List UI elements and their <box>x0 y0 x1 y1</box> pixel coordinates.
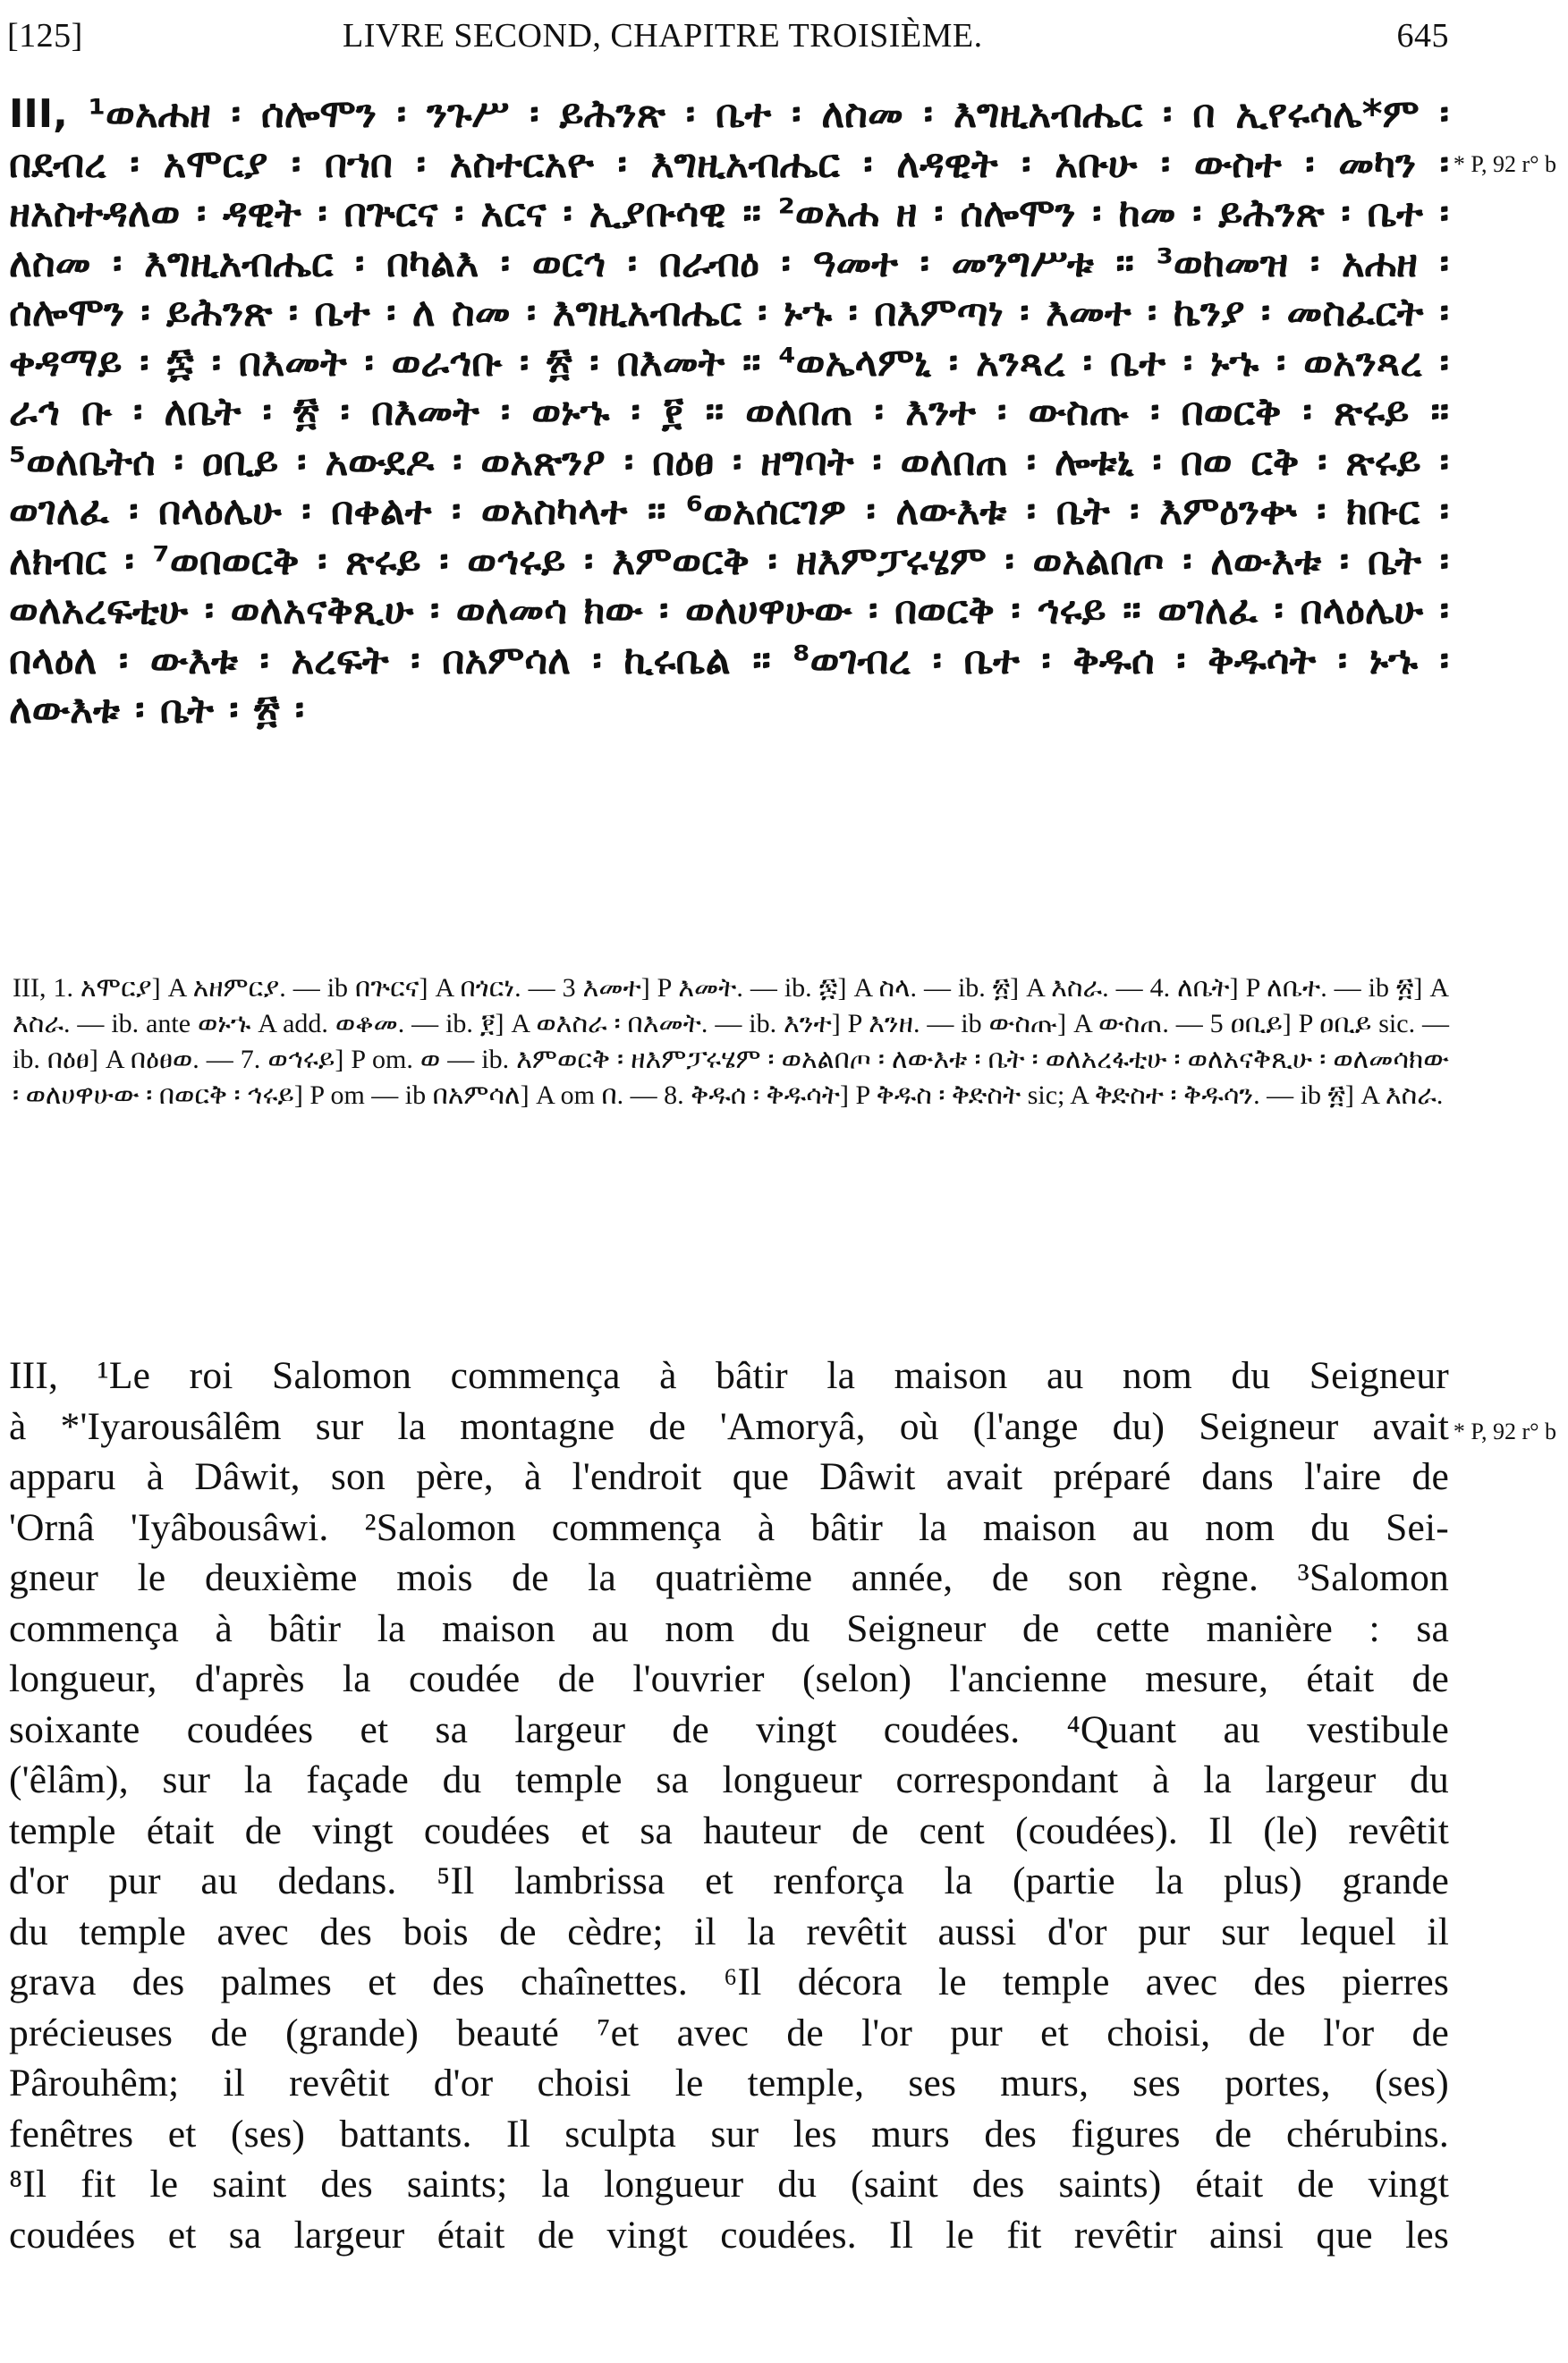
translation-line: ⁸Il fit le saint des saints; la longueur du (saint des saints) était de vingt <box>9 2163 1449 2206</box>
running-header <box>7 16 1449 61</box>
translation-line: soixante coudées et sa largeur de vingt coudées. ⁴Quant au vestibule <box>9 1707 1449 1751</box>
ethiopic-text-block: III, ¹ወአሐዘ ፡ ሰሎሞን ፡ ንጉሥ ፡ ይሕንጽ ፡ ቤተ ፡ ለስመ ፡ እግዚአብሔር ፡ በ ኢየሩሳሌ*ም ፡ በደብረ ፡ አሞርያ ፡ በኀበ ፡ አስተርአዮ ፡ እግዚአብሔር ፡ ለዳዊት ፡ አቡሁ ፡ ውስተ ፡ መካን ፡ ዘአስተዳለወ ፡ ዳዊት ፡ በጕርና ፡ አርና ፡ ኢያቡሳዊ ። ²ወአሐ ዘ ፡ ሰሎሞን ፡ ከመ ፡ ይሕንጽ ፡ ቤተ ፡ ለስመ ፡ እግዚአብሔር ፡ በካልእ ፡ ወርኅ ፡ በራብዕ ፡ ዓመተ ፡ መንግሥቱ ። ³ወከመዝ ፡ አሐዘ ፡ ሰሎሞን ፡ ይሕንጽ ፡ ቤተ ፡ ለ ስመ ፡ እግዚአብሔር ፡ ኑኁ ፡ በእምጣነ ፡ እመተ ፡ ኬንያ ፡ መስፈርት ፡ ቀዳማይ ፡ ፷ ፡ በእመት ፡ ወራኅቡ ፡ ፳ ፡ በእመት ። ⁴ወኤላምኒ ፡ አንጻረ ፡ ቤተ ፡ ኑኁ ፡ ወአንጻረ ፡ ራኅ ቡ ፡ ለቤት ፡ ፳ ፡ በእመት ፡ ወኑኁ ፡ ፻ ። ወለበጠ ፡ እንተ ፡ ውስጡ ፡ በወርቅ ፡ ጽሩይ ። ⁵ወለቤትሰ ፡ ዐቢይ ፡ አውደዶ ፡ ወአጽንዖ ፡ በዕፀ ፡ ዘግባት ፡ ወለበጠ ፡ ሎቱኒ ፡ በወ ርቅ ፡ ጽሩይ ፡ ወገለፈ ፡ በላዕሌሁ ፡ በቀልተ ፡ ወአስካላተ ። ⁶ወአሰርገዎ ፡ ለውእቱ ፡ ቤት ፡ እምዕንቍ ፡ ክቡር ፡ ለክብር ፡ ⁷ወበወርቅ ፡ ጽሩይ ፡ ወኅሩይ ፡ እምወርቅ ፡ ዘእምፓሩሄም ፡ ወአልበጦ ፡ ለውእቱ ፡ ቤት ፡ ወለአረፍቲሁ ፡ ወለአናቅጺሁ ፡ ወለመሳ ክው ፡ ወለሀዋሁው ፡ በወርቅ ፡ ኅሩይ ። ወገለፈ ፡ በላዕሌሁ ፡ በላዕለ ፡ ውእቱ ፡ አረፍት ፡ በአምሳለ ፡ ኪሩቤል ። ⁸ወገብረ ፡ ቤተ ፡ ቅዱሰ ፡ ቅዱሳት ፡ ኑኁ ፡ ለውእቱ ፡ ቤት ፡ ፳ ፡ <box>9 91 1449 733</box>
critical-apparatus: III, 1. አሞርያ] A አዘምርያ. — ib በጕርና] A በጎርነ. — 3 እመተ] P እመት. — ib. ፷] A ስላ. — ib. ፳] A እስራ. — 4. ለቤት] P ለቤተ. — ib ፳] A እስራ. — ib. ante ወኑኁ A add. ወቆመ. — ib. ፻] A ወእስራ ፡ በእመት. — ib. እንተ] P እንዘ. — ib ውስጡ] A ውስጠ. — 5 ዐቢይ] P ዐቢይ sic. — ib. በዕፀ] A በዕፀወ. — 7. ወኅሩይ] P om. ወ — ib. እምወርቅ ፡ ዘእምፓሩሄም ፡ ወአልበጦ ፡ ለውእቱ ፡ ቤት ፡ ወለአረፋቲሁ ፡ ወለአናቅጺሁ ፡ ወለመሳክው ፡ ወለሀዋሁው ፡ በወርቅ ፡ ኅሩይ] P om — ib በአምሳለ] A om በ. — 8. ቅዱሰ ፡ ቅዱሳት] P ቅዱስ ፡ ቅድስት sic; A ቅድስተ ፡ ቅዱሳን. — ib ፳] A እስራ. <box>13 973 1449 1110</box>
translation-line: Pârouhêm; il revêtit d'or choisi le temple, ses murs, ses portes, (ses) <box>9 2062 1449 2105</box>
translation-line: précieuses de (grande) beauté ⁷et avec de l'or pur et choisi, de l'or de <box>9 2011 1449 2054</box>
translation-line: temple était de vingt coudées et sa hauteur de cent (coudées). Il (le) revêtit <box>9 1808 1449 1852</box>
french-translation-block <box>9 1351 1449 2260</box>
page-number-right: 645 <box>1396 17 1449 55</box>
translation-line: à *'Iyarousâlêm sur la montagne de 'Amoryâ, où (l'ange du) Seigneur avait <box>9 1404 1449 1448</box>
translation-line: 'Ornâ 'Iyâbousâwi. ²Salomon commença à bâtir la maison au nom du Sei- <box>9 1505 1449 1549</box>
margin-note-french: * P, 92 r° b <box>1453 1419 1556 1444</box>
running-title: LIVRE SECOND, CHAPITRE TROISIÈME. <box>343 17 983 55</box>
translation-line: III, ¹Le roi Salomon commença à bâtir la maison au nom du Seigneur <box>9 1354 1449 1397</box>
translation-line: gneur le deuxième mois de la quatrième année, de son règne. ³Salomon <box>9 1556 1449 1599</box>
translation-line: longueur, d'après la coudée de l'ouvrier (selon) l'ancienne mesure, était de <box>9 1657 1449 1700</box>
translation-line: du temple avec des bois de cèdre; il la revêtit aussi d'or pur sur lequel il <box>9 1910 1449 1953</box>
translation-line: grava des palmes et des chaînettes. ⁶Il décora le temple avec des pierres <box>9 1961 1449 2003</box>
translation-line: d'or pur au dedans. ⁵Il lambrissa et renforça la (partie la plus) grande <box>9 1859 1449 1902</box>
translation-line: fenêtres et (ses) battants. Il sculpta sur les murs des figures de chérubins. <box>9 2112 1449 2155</box>
page-number-left: [125] <box>7 17 83 55</box>
margin-note-ethiopic: * P, 92 r° b <box>1453 151 1556 177</box>
translation-line: coudées et sa largeur était de vingt coudées. Il le fit revêtir ainsi que les <box>9 2213 1449 2257</box>
translation-line: commença à bâtir la maison au nom du Seigneur de cette manière : sa <box>9 1606 1449 1650</box>
translation-line: ('êlâm), sur la façade du temple sa longueur correspondant à la largeur du <box>9 1758 1449 1801</box>
translation-line: apparu à Dâwit, son père, à l'endroit que Dâwit avait préparé dans l'aire de <box>9 1455 1449 1498</box>
